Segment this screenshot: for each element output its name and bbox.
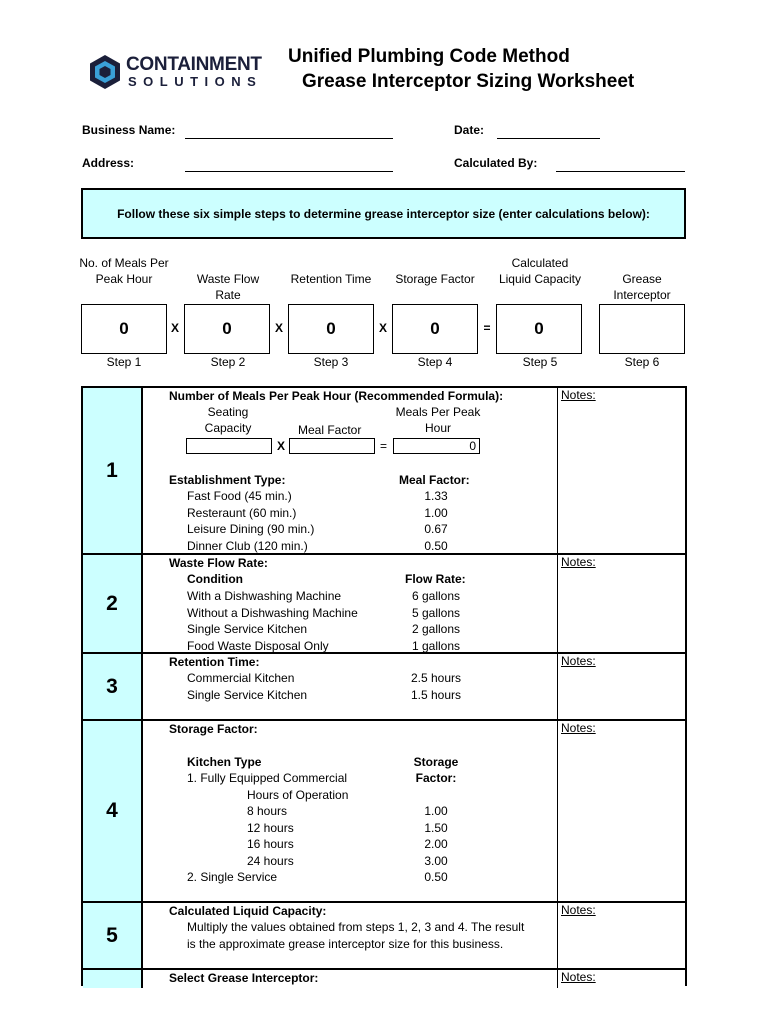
retention-single-service-time: 1.5 hours: [410, 688, 462, 702]
summary-operator-2: X: [274, 321, 283, 335]
establishment-type-label: Establishment Type:: [169, 473, 286, 487]
condition-dishwasher: With a Dishwashing Machine: [187, 589, 342, 603]
step1-heading: Number of Meals Per Peak Hour (Recommended Formula):: [169, 389, 504, 403]
rate-single-service: 2 gallons: [411, 622, 461, 636]
step5-value-box[interactable]: 0: [496, 304, 582, 354]
single-service-factor: 0.50: [424, 870, 448, 884]
factor-dinner-club: 0.50: [424, 539, 448, 553]
logo-main-text: CONTAINMENT: [126, 54, 262, 75]
seating-capacity-label: Seating Capacity: [204, 405, 252, 435]
storage-factor-24: 3.00: [424, 854, 448, 868]
step1-value-box[interactable]: 0: [81, 304, 167, 354]
step4-value-box[interactable]: 0: [392, 304, 478, 354]
factor-leisure-dining: 0.67: [424, 522, 448, 536]
step3-value-box[interactable]: 0: [288, 304, 374, 354]
page-subtitle: Grease Interceptor Sizing Worksheet: [302, 71, 635, 92]
step6-number-cell: [83, 970, 143, 988]
step1-multiply-op: X: [277, 439, 286, 453]
step6-heading: Select Grease Interceptor:: [169, 971, 319, 985]
hours-of-operation-label: Hours of Operation: [247, 788, 349, 802]
step2-label: Step 2: [210, 355, 246, 369]
step5-heading: Calculated Liquid Capacity:: [169, 904, 327, 918]
step2-row: [83, 555, 685, 654]
date-label: Date:: [454, 123, 485, 137]
hours-24: 24 hours: [247, 854, 294, 868]
summary-header-retention: Retention Time: [290, 272, 372, 286]
step4-number: 4: [83, 721, 143, 901]
condition-food-waste: Food Waste Disposal Only: [187, 639, 329, 653]
business-name-label: Business Name:: [82, 123, 176, 137]
establishment-restaurant: Resteraunt (60 min.): [187, 506, 297, 520]
storage-factor-16: 2.00: [424, 837, 448, 851]
factor-fast-food: 1.33: [424, 489, 448, 503]
date-field[interactable]: [497, 138, 600, 139]
hours-8: 8 hours: [247, 804, 288, 818]
step2-number: 2: [83, 555, 143, 652]
calculated-by-label: Calculated By:: [454, 156, 538, 170]
establishment-dinner-club: Dinner Club (120 min.): [187, 539, 308, 553]
step4-heading: Storage Factor:: [169, 722, 258, 736]
meal-factor-input[interactable]: [289, 438, 375, 454]
establishment-fast-food: Fast Food (45 min.): [187, 489, 292, 503]
storage-factor-12: 1.50: [424, 821, 448, 835]
retention-commercial-time: 2.5 hours: [410, 671, 462, 685]
step5-text-line2: is the approximate grease interceptor size for this business.: [187, 937, 504, 951]
summary-operator-equals: =: [483, 321, 491, 335]
step5-text-line1: Multiply the values obtained from steps 1, 2, 3 and 4. The result: [187, 920, 525, 934]
step2-notes[interactable]: [557, 555, 685, 652]
meals-per-peak-hour-label: Meals Per Peak Hour: [395, 405, 481, 435]
step1-notes-label: Notes:: [561, 388, 596, 402]
hexagon-logo-icon: [88, 54, 122, 90]
flow-rate-header: Flow Rate:: [405, 572, 466, 586]
step6-value-box[interactable]: [599, 304, 685, 354]
step3-label: Step 3: [313, 355, 349, 369]
step3-notes-label: Notes:: [561, 654, 596, 668]
kitchen-type-header: Kitchen Type: [187, 755, 262, 769]
step6-notes[interactable]: [557, 970, 685, 988]
hours-16: 16 hours: [247, 837, 294, 851]
step4-row: [83, 721, 685, 903]
instructions-banner: [81, 188, 686, 239]
seating-capacity-input[interactable]: [186, 438, 272, 454]
step1-label: Step 1: [106, 355, 142, 369]
step4-notes[interactable]: [557, 721, 685, 901]
page-title: Unified Plumbing Code Method: [288, 46, 570, 67]
rate-food-waste: 1 gallons: [411, 639, 461, 653]
condition-single-service: Single Service Kitchen: [187, 622, 308, 636]
step6-notes-label: Notes:: [561, 970, 596, 984]
summary-header-interceptor: Grease Interceptor: [613, 272, 671, 302]
step2-notes-label: Notes:: [561, 555, 596, 569]
steps-table: [81, 386, 687, 986]
establishment-leisure-dining: Leisure Dining (90 min.): [187, 522, 315, 536]
step5-row: [83, 903, 685, 970]
step2-value-box[interactable]: 0: [184, 304, 270, 354]
step5-notes-label: Notes:: [561, 903, 596, 917]
step5-notes[interactable]: [557, 903, 685, 968]
summary-header-meals: No. of Meals Per Peak Hour: [79, 256, 169, 286]
step4-label: Step 4: [417, 355, 453, 369]
step3-notes[interactable]: [557, 654, 685, 719]
rate-dishwasher: 6 gallons: [411, 589, 461, 603]
summary-header-flow: Waste Flow Rate: [196, 272, 260, 302]
step2-heading: Waste Flow Rate:: [169, 556, 268, 570]
step4-notes-label: Notes:: [561, 721, 596, 735]
meal-factor-header: Meal Factor:: [399, 473, 470, 487]
fully-equipped-commercial: 1. Fully Equipped Commercial: [187, 771, 348, 785]
summary-header-storage: Storage Factor: [395, 272, 475, 286]
business-name-field[interactable]: [185, 138, 393, 139]
step1-equals-op: =: [380, 439, 388, 453]
rate-no-dishwasher: 5 gallons: [411, 606, 461, 620]
retention-single-service: Single Service Kitchen: [187, 688, 308, 702]
step3-number: 3: [83, 654, 143, 719]
calculated-by-field[interactable]: [556, 171, 685, 172]
meals-per-peak-hour-result[interactable]: 0: [393, 438, 480, 454]
step1-notes[interactable]: [557, 388, 685, 553]
condition-no-dishwasher: Without a Dishwashing Machine: [187, 606, 358, 620]
logo-sub-text: SOLUTIONS: [128, 74, 263, 89]
summary-header-capacity: Calculated Liquid Capacity: [498, 256, 582, 286]
step3-heading: Retention Time:: [169, 655, 260, 669]
storage-factor-8: 1.00: [424, 804, 448, 818]
instructions-text: Follow these six simple steps to determine grease interceptor size (enter calculations below):: [117, 206, 650, 221]
step5-label: Step 5: [522, 355, 558, 369]
step1-row: [83, 388, 685, 555]
step6-label: Step 6: [624, 355, 660, 369]
meal-factor-col-label: Meal Factor: [298, 423, 362, 437]
summary-operator-1: X: [170, 321, 179, 335]
single-service-item: 2. Single Service: [187, 870, 278, 884]
hours-12: 12 hours: [247, 821, 294, 835]
address-field[interactable]: [185, 171, 393, 172]
step5-number: 5: [83, 903, 143, 968]
address-label: Address:: [82, 156, 135, 170]
step3-row: [83, 654, 685, 721]
factor-restaurant: 1.00: [424, 506, 448, 520]
summary-operator-3: X: [378, 321, 387, 335]
company-logo: [88, 52, 273, 92]
factor-header: Factor:: [415, 771, 457, 785]
step6-row: [83, 970, 685, 988]
step1-number: 1: [83, 388, 143, 553]
storage-header: Storage: [413, 755, 459, 769]
retention-commercial: Commercial Kitchen: [187, 671, 295, 685]
condition-header: Condition: [187, 572, 243, 586]
